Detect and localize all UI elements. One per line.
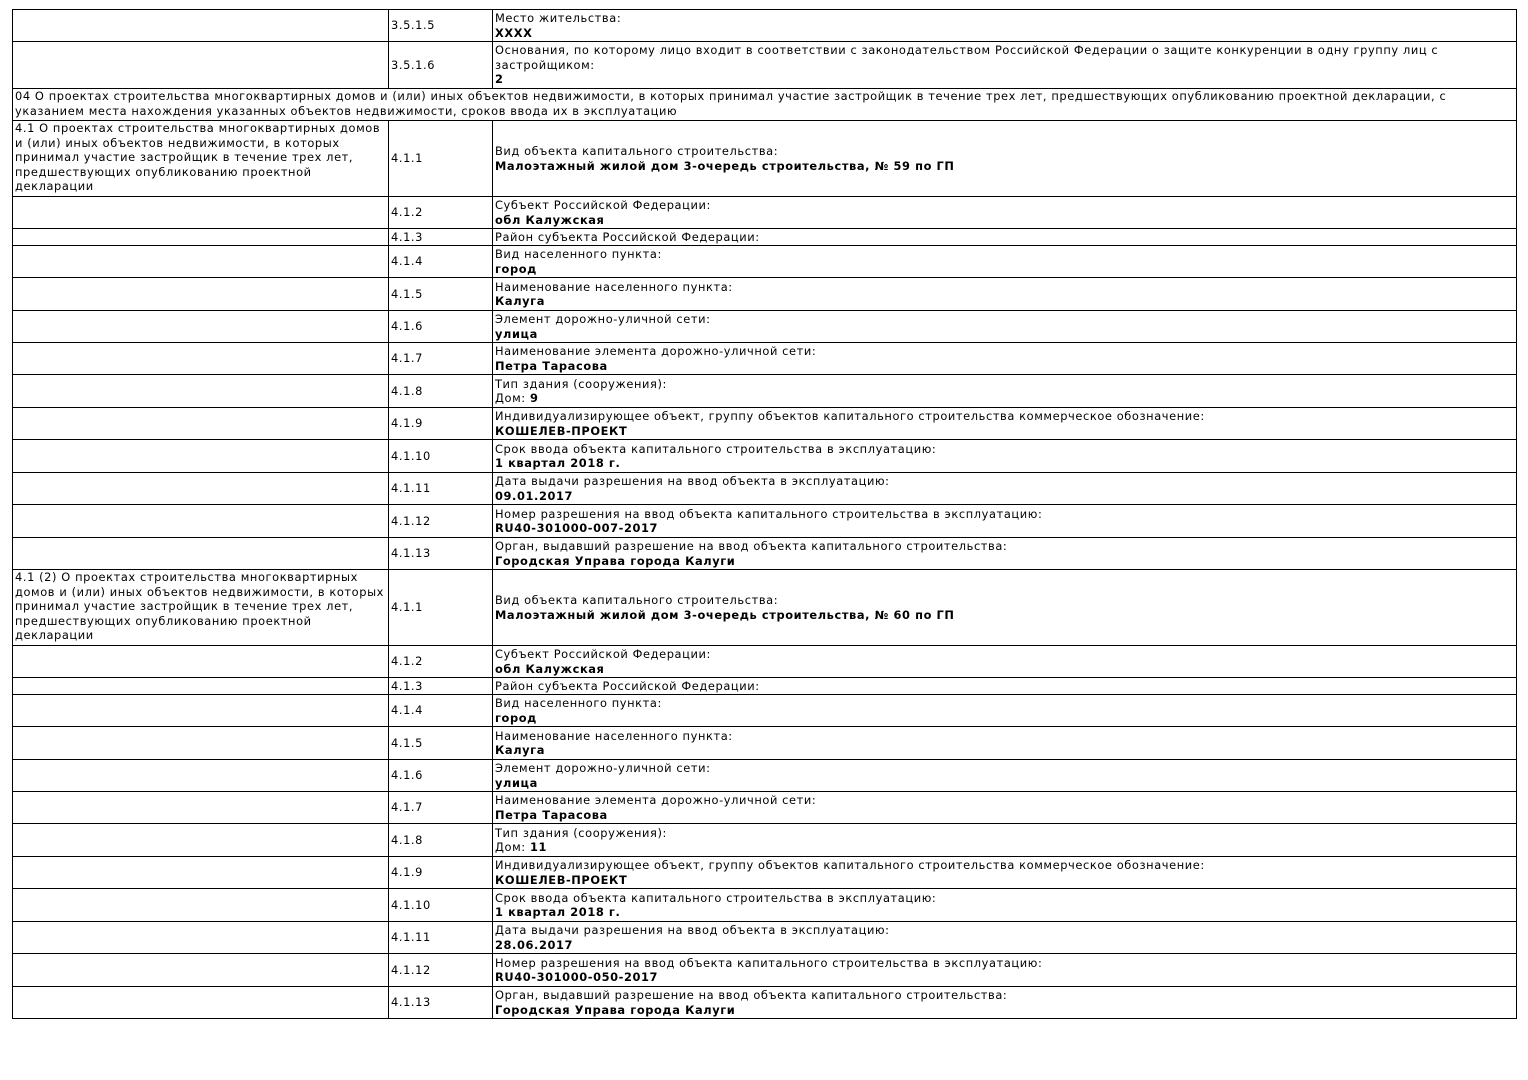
item-content [493,375,1517,408]
item-value: 1 квартал 2018 г. [495,905,621,919]
project-title-cell [13,229,389,246]
item-code: 4.1.3 [389,229,493,246]
item-value: RU40-301000-050-2017 [495,970,659,984]
item-code: 4.1.10 [389,889,493,922]
item-code: 4.1.11 [389,473,493,505]
item-code: 4.1.5 [389,727,493,760]
item-code: 4.1.12 [389,505,493,538]
item-value: 2 [495,72,504,87]
item-content [493,922,1517,954]
item-label: Номер разрешения на ввод объекта капитального строительства в эксплуатацию: [495,506,1043,521]
item-code: 4.1.4 [389,695,493,727]
item-code: 4.1.12 [389,954,493,987]
house-value: 9 [529,391,539,405]
item-value: Калуга [495,743,546,757]
table-row [13,646,1517,678]
item-label: Срок ввода объекта капитального строительства в эксплуатацию: [495,441,937,456]
project-title-cell [13,646,389,678]
house-line [495,391,1514,406]
item-code: 4.1.4 [389,246,493,278]
project-title-cell [13,440,389,473]
item-code: 4.1.10 [389,440,493,473]
project-title-cell [13,538,389,570]
item-code: 3.5.1.6 [389,42,493,89]
item-value: обл Калужская [495,212,605,227]
item-value: 1 квартал 2018 г. [495,456,621,470]
item-content [493,695,1517,727]
item-content [493,857,1517,889]
item-label: Номер разрешения на ввод объекта капитального строительства в эксплуатацию: [495,955,1043,970]
item-content [493,121,1517,197]
item-label: Индивидуализирующее объект, группу объектов капитального строительства коммерческое обозначение: [495,858,1205,872]
project-title-cell [13,278,389,311]
item-content [493,343,1517,375]
project-title-cell [13,10,389,42]
section-header-row [13,89,1517,121]
item-label: Наименование населенного пункта: [495,279,733,294]
declaration-table [12,9,1517,1019]
item-value: КОШЕЛЕВ-ПРОЕКТ [495,423,628,438]
item-label: Элемент дорожно-уличной сети: [495,761,711,775]
item-value: XXXX [495,25,533,40]
project-title-cell [13,678,389,695]
item-content [493,311,1517,343]
table-row [13,889,1517,922]
item-content [493,440,1517,473]
project-title-cell [13,505,389,538]
table-row [13,375,1517,408]
item-content [493,760,1517,792]
project-title-cell [13,42,389,89]
item-code: 4.1.1 [389,570,493,646]
table-row [13,42,1517,89]
item-value: Калуга [495,294,546,308]
item-value: Петра Тарасова [495,807,608,822]
item-code: 4.1.1 [389,121,493,197]
project-title-cell [13,408,389,440]
item-label: Дата выдачи разрешения на ввод объекта в эксплуатацию: [495,474,890,488]
item-value: 09.01.2017 [495,488,574,503]
item-code: 4.1.8 [389,824,493,857]
item-content [493,538,1517,570]
project-title-cell [13,473,389,505]
project-title-cell [13,857,389,889]
item-label: Орган, выдавший разрешение на ввод объекта капитального строительства: [495,988,1008,1002]
table-row [13,570,1517,646]
item-content [493,954,1517,987]
item-value: RU40-301000-007-2017 [495,521,659,535]
table-row [13,505,1517,538]
item-code: 4.1.13 [389,987,493,1019]
item-code: 4.1.8 [389,375,493,408]
table-row [13,197,1517,229]
item-value: Петра Тарасова [495,358,608,373]
item-code: 4.1.9 [389,857,493,889]
table-row [13,695,1517,727]
table-row [13,246,1517,278]
item-content [493,570,1517,646]
item-label: Вид населенного пункта: [495,696,662,710]
table-row [13,678,1517,695]
item-value: обл Калужская [495,661,605,676]
item-label: Дата выдачи разрешения на ввод объекта в эксплуатацию: [495,923,890,937]
project-title-cell [13,246,389,278]
item-code: 4.1.9 [389,408,493,440]
project-title-cell [13,889,389,922]
item-label: Вид объекта капитального строительства: [495,144,779,158]
project-title-cell [13,824,389,857]
table-row [13,473,1517,505]
table-row [13,408,1517,440]
project-title-cell [13,695,389,727]
table-row [13,278,1517,311]
item-value: Городская Управа города Калуги [495,1002,736,1017]
item-content [493,727,1517,760]
project-title-cell [13,954,389,987]
item-content [493,246,1517,278]
item-label: Субъект Российской Федерации: [495,198,711,212]
item-value: 28.06.2017 [495,937,574,952]
item-content [493,824,1517,857]
table-row [13,824,1517,857]
table-row [13,922,1517,954]
item-value: Малоэтажный жилой дом 3-очередь строительства, № 60 по ГП [495,607,955,622]
table-row [13,121,1517,197]
item-content [493,10,1517,42]
table-row [13,229,1517,246]
item-content [493,987,1517,1019]
table-row [13,727,1517,760]
item-label: Индивидуализирующее объект, группу объектов капитального строительства коммерческое обозначение: [495,409,1205,423]
item-label: Наименование населенного пункта: [495,728,733,743]
project-title-cell [13,792,389,824]
table-row [13,760,1517,792]
item-content [493,678,1517,695]
item-content [493,229,1517,246]
house-label: Дом: [495,391,526,405]
item-label: Место жительства: [495,11,622,25]
house-line [495,840,1514,855]
project-title-cell [13,727,389,760]
item-label: Район субъекта Российской Федерации: [495,229,760,244]
item-code: 4.1.6 [389,760,493,792]
item-content [493,646,1517,678]
item-value: город [495,261,537,276]
item-label: Субъект Российской Федерации: [495,647,711,661]
table-row [13,10,1517,42]
item-label: Наименование элемента дорожно-уличной сети: [495,344,817,358]
item-code: 4.1.3 [389,678,493,695]
project-title-cell [13,375,389,408]
item-label: Орган, выдавший разрешение на ввод объекта капитального строительства: [495,539,1008,553]
item-content [493,889,1517,922]
item-content [493,197,1517,229]
section-header: 04 О проектах строительства многоквартирных домов и (или) иных объектов недвижимости, в которых принимал участие застройщик в течение трех лет, предшествующих опубликованию проектной декларации, с указанием места нахождения указанных объектов недвижимости, сроков ввода их в эксплуатацию [13,89,1517,121]
project-title-cell [13,760,389,792]
item-label: Наименование элемента дорожно-уличной сети: [495,793,817,807]
house-label: Дом: [495,840,526,854]
table-row [13,311,1517,343]
item-content [493,42,1517,89]
project-title-cell: 4.1 (2) О проектах строительства многоквартирных домов и (или) иных объектов недвижимости, в которых принимал участие застройщик в течение трех лет, предшествующих опубликованию проектной декларации [13,570,389,646]
table-row [13,792,1517,824]
table-row [13,987,1517,1019]
house-value: 11 [529,840,547,854]
item-value: улица [495,775,538,790]
item-code: 3.5.1.5 [389,10,493,42]
item-code: 4.1.2 [389,646,493,678]
item-value: город [495,710,537,725]
item-label: Основания, по которому лицо входит в соответствии с законодательством Российской Федерации о защите конкуренции в одну группу лиц с застройщиком: [495,43,1439,72]
item-value: Городская Управа города Калуги [495,553,736,568]
item-content [493,505,1517,538]
item-label: Вид населенного пункта: [495,247,662,261]
item-label: Район субъекта Российской Федерации: [495,678,760,693]
table-row [13,343,1517,375]
project-title-cell [13,311,389,343]
item-label: Вид объекта капитального строительства: [495,593,779,607]
item-value: Малоэтажный жилой дом 3-очередь строительства, № 59 по ГП [495,158,955,173]
item-content [493,473,1517,505]
project-title-cell [13,987,389,1019]
table-row [13,538,1517,570]
project-title-cell: 4.1 О проектах строительства многоквартирных домов и (или) иных объектов недвижимости, в которых принимал участие застройщик в течение трех лет, предшествующих опубликованию проектной декларации [13,121,389,197]
project-title-cell [13,922,389,954]
table-row [13,440,1517,473]
item-content [493,408,1517,440]
item-label: Тип здания (сооружения): [495,825,667,840]
item-code: 4.1.11 [389,922,493,954]
item-value: улица [495,326,538,341]
item-code: 4.1.2 [389,197,493,229]
item-code: 4.1.6 [389,311,493,343]
project-title-cell [13,343,389,375]
item-label: Срок ввода объекта капитального строительства в эксплуатацию: [495,890,937,905]
item-content [493,278,1517,311]
item-label: Элемент дорожно-уличной сети: [495,312,711,326]
project-title-cell [13,197,389,229]
item-code: 4.1.5 [389,278,493,311]
table-row [13,857,1517,889]
item-label: Тип здания (сооружения): [495,376,667,391]
item-code: 4.1.7 [389,792,493,824]
item-code: 4.1.7 [389,343,493,375]
table-row [13,954,1517,987]
item-code: 4.1.13 [389,538,493,570]
item-content [493,792,1517,824]
item-value: КОШЕЛЕВ-ПРОЕКТ [495,872,628,887]
